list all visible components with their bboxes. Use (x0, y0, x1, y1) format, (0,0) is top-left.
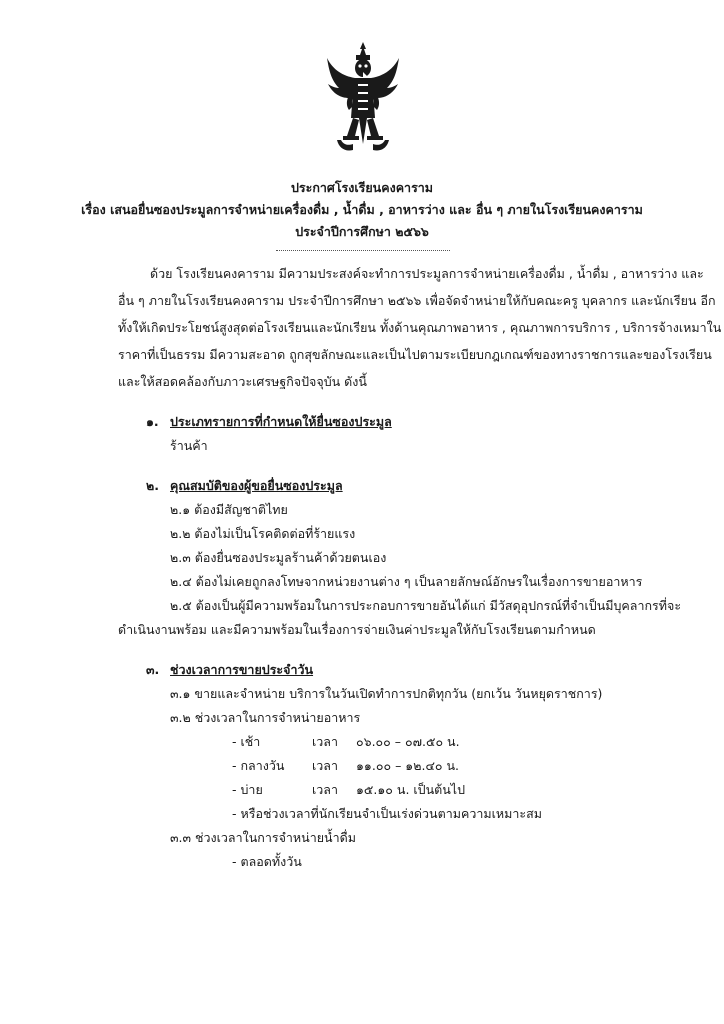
intro-line: ราคาที่เป็นธรรม มีความสะอาด ถูกสุขลักษณะและเป็นไปตามระเบียบกฎเกณฑ์ของทางราชการและของโรงเรียน (118, 347, 712, 362)
section-number: ๒. (146, 478, 159, 493)
time-label: เวลา (312, 758, 338, 773)
time-range: ๐๖.๐๐ – ๐๗.๕๐ น. (356, 734, 460, 749)
intro-line: ทั้งให้เกิดประโยชน์สูงสุดต่อโรงเรียนและนักเรียน ทั้งด้านคุณภาพอาหาร , คุณภาพการบริการ , บริการจ้างเหมาใน (118, 320, 722, 335)
section-item: ๒.๓ ต้องยื่นซองประมูลร้านค้าด้วยตนเอง (170, 550, 387, 565)
subject-line: เรื่อง เสนอยื่นซองประมูลการจำหน่ายเครื่องดื่ม , น้ำดื่ม , อาหารว่าง และ อื่น ๆ ภายในโรงเรียนคงคาราม (81, 202, 643, 217)
section-heading: คุณสมบัติของผู้ขอยื่นซองประมูล (170, 478, 343, 493)
time-note: - หรือช่วงเวลาที่นักเรียนจำเป็นเร่งด่วนตามความเหมาะสม (232, 806, 542, 821)
time-range: ๑๑.๐๐ – ๑๒.๔๐ น. (356, 758, 460, 773)
section-item: ๒.๒ ต้องไม่เป็นโรคติดต่อที่ร้ายแรง (170, 526, 356, 541)
section-item: ร้านค้า (170, 438, 208, 453)
section-item-continued: ดำเนินงานพร้อม และมีความพร้อมในเรื่องการจ่ายเงินค่าประมูลให้กับโรงเรียนตามกำหนด (118, 622, 596, 637)
header-divider (276, 250, 450, 251)
time-label: เวลา (312, 734, 338, 749)
section-heading: ประเภทรายการที่กำหนดให้ยื่นซองประมูล (170, 414, 392, 429)
intro-line: อื่น ๆ ภายในโรงเรียนคงคาราม ประจำปีการศึกษา ๒๕๖๖ เพื่อจัดจำหน่ายให้กับคณะครู บุคลากร และนักเรียน อีก (118, 293, 716, 308)
time-period: - กลางวัน (232, 758, 285, 773)
section-subitem: - ตลอดทั้งวัน (232, 854, 302, 869)
intro-line: และให้สอดคล้องกับภาวะเศรษฐกิจปัจจุบัน ดังนี้ (118, 374, 367, 389)
section-number: ๑. (146, 414, 159, 429)
section-item: ๓.๓ ช่วงเวลาในการจำหน่ายน้ำดื่ม (170, 830, 356, 845)
time-period: - เช้า (232, 734, 261, 749)
time-range: ๑๕.๑๐ น. เป็นต้นไป (356, 782, 466, 797)
garuda-emblem-icon (325, 40, 401, 164)
section-item: ๓.๑ ขายและจำหน่าย บริการในวันเปิดทำการปกติทุกวัน (ยกเว้น วันหยุดราชการ) (170, 686, 603, 701)
section-item: ๒.๔ ต้องไม่เคยถูกลงโทษจากหน่วยงานต่าง ๆ เป็นลายลักษณ์อักษรในเรื่องการขายอาหาร (170, 574, 643, 589)
section-item: ๒.๕ ต้องเป็นผู้มีความพร้อมในการประกอบการขายอันได้แก่ มีวัสดุอุปกรณ์ที่จำเป็นมีบุคลากรที่จะ (170, 598, 682, 613)
section-item: ๒.๑ ต้องมีสัญชาติไทย (170, 502, 288, 517)
page-title: ประกาศโรงเรียนคงคาราม (290, 180, 434, 195)
time-label: เวลา (312, 782, 338, 797)
section-item: ๓.๒ ช่วงเวลาในการจำหน่ายอาหาร (170, 710, 361, 725)
academic-year: ประจำปีการศึกษา ๒๕๖๖ (295, 224, 429, 239)
intro-line: ด้วย โรงเรียนคงคาราม มีความประสงค์จะทำการประมูลการจำหน่ายเครื่องดื่ม , น้ำดื่ม , อาหารว่าง และ (150, 266, 704, 281)
time-period: - บ่าย (232, 782, 263, 797)
section-heading: ช่วงเวลาการขายประจำวัน (170, 662, 314, 677)
section-number: ๓. (146, 662, 160, 677)
